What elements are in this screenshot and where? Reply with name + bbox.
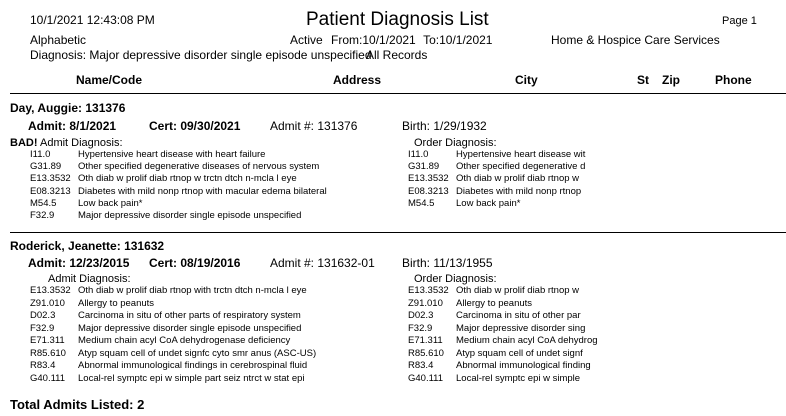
diagnosis-description: Hypertensive heart disease wit xyxy=(456,149,586,160)
diagnosis-description: Diabetes with mild nonp rtnop xyxy=(456,185,582,197)
diagnosis-code: M54.5 xyxy=(408,197,435,209)
to-date: 10/1/2021 xyxy=(439,33,493,47)
diagnosis-code: F32.9 xyxy=(408,322,433,334)
total-admits: Total Admits Listed: 2 xyxy=(10,397,145,412)
diagnosis-description: Allergy to peanuts xyxy=(78,297,155,309)
diagnosis-code: E08.3213 xyxy=(408,185,449,197)
bad-flag: BAD! xyxy=(10,137,38,149)
diagnosis-description: Atyp squam cell of undet signfc cyto smr anus (ASC-US) xyxy=(78,347,317,359)
diagnosis-row xyxy=(30,186,327,198)
diagnosis-row xyxy=(30,298,154,310)
birth-date: Birth: 11/13/1955 xyxy=(402,256,493,270)
col-address: Address xyxy=(333,73,382,87)
diagnosis-description: Allergy to peanuts xyxy=(456,297,533,309)
diagnosis-row xyxy=(408,285,579,297)
diagnosis-code: I11.0 xyxy=(408,149,429,160)
diagnosis-row xyxy=(408,161,585,173)
diagnosis-code: Z91.010 xyxy=(408,297,443,309)
diagnosis-row xyxy=(30,173,297,185)
diagnosis-description: Oth diab w prolif diab rtnop w xyxy=(456,173,580,185)
birth-date: Birth: 1/29/1932 xyxy=(402,119,487,133)
col-name-code: Name/Code xyxy=(76,73,143,87)
diagnosis-description: Low back pain* xyxy=(456,197,521,209)
report-title: Patient Diagnosis List xyxy=(306,9,489,30)
patient-name xyxy=(10,239,164,253)
patient-code: 131632 xyxy=(124,239,165,253)
diagnosis-row xyxy=(30,161,319,173)
diagnosis-row xyxy=(408,186,581,198)
diagnosis-filter: Diagnosis: Major depressive disorder single episode unspecified xyxy=(30,48,372,62)
diagnosis-description: Oth diab w prolif diab rtnop w trctn dtch n-mcla l eye xyxy=(78,173,297,185)
diagnosis-code: E13.3532 xyxy=(408,173,449,185)
sort-order: Alphabetic xyxy=(30,33,87,47)
diagnosis-row xyxy=(30,285,307,297)
status-filter: Active xyxy=(290,33,323,47)
to-label: To: xyxy=(423,33,440,47)
admit-number: Admit #: 131632-01 xyxy=(270,256,375,270)
diagnosis-description: Abnormal immunological findings in cerebrospinal fluid xyxy=(78,360,308,371)
diagnosis-description: Low back pain* xyxy=(78,197,143,209)
diagnosis-row xyxy=(408,310,581,322)
cert-date: Cert: 08/19/2016 xyxy=(149,256,241,270)
diagnosis-code: E13.3532 xyxy=(30,285,71,296)
order-diagnosis-label: Order Diagnosis: xyxy=(414,137,497,149)
diagnosis-description: Major depressive disorder single episode unspecified xyxy=(78,210,302,221)
diagnosis-description: Local-rel symptc epi w simple xyxy=(456,372,581,384)
diagnosis-code: E71.311 xyxy=(30,335,65,346)
diagnosis-code: D02.3 xyxy=(30,310,56,321)
diagnosis-row xyxy=(408,335,598,347)
col-phone: Phone xyxy=(715,73,752,87)
admit-diagnosis-label: Admit Diagnosis: xyxy=(48,273,131,285)
diagnosis-description: Carcinoma in situ of other parts of respiratory system xyxy=(78,310,301,321)
header-divider xyxy=(10,93,786,94)
col-city: City xyxy=(515,73,538,87)
admit-date: Admit: 8/1/2021 xyxy=(28,119,117,133)
agency-name: Home & Hospice Care Services xyxy=(551,33,720,47)
order-diagnosis-label: Order Diagnosis: xyxy=(414,273,497,285)
diagnosis-row xyxy=(408,173,579,185)
diagnosis-description: Medium chain acyl CoA dehydrogenase deficiency xyxy=(78,335,291,346)
diagnosis-row xyxy=(408,373,580,385)
diagnosis-row xyxy=(408,348,583,360)
diagnosis-code: G40.111 xyxy=(408,372,444,384)
diagnosis-description: Major depressive disorder sing xyxy=(456,322,586,334)
diagnosis-row xyxy=(408,323,585,335)
diagnosis-row xyxy=(408,198,520,210)
patient-name-text: Day, Auggie: xyxy=(10,101,83,115)
report-datetime: 10/1/2021 12:43:08 PM xyxy=(30,13,155,27)
diagnosis-code: D02.3 xyxy=(408,310,434,321)
diagnosis-row xyxy=(30,360,307,372)
patient-name-text: Roderick, Jeanette: xyxy=(10,239,121,253)
records-filter: All Records xyxy=(366,48,428,62)
cert-date: Cert: 09/30/2021 xyxy=(149,119,241,133)
diagnosis-row xyxy=(408,149,585,161)
diagnosis-description: Atyp squam cell of undet signf xyxy=(456,347,583,359)
diagnosis-code: R85.610 xyxy=(408,347,444,359)
diagnosis-description: Abnormal immunological finding xyxy=(456,360,591,371)
diagnosis-description: Local-rel symptc epi w simple part seiz ntrct w stat epi xyxy=(78,372,305,384)
diagnosis-code: E13.3532 xyxy=(408,285,449,296)
diagnosis-row xyxy=(30,323,301,335)
diagnosis-description: Other specified degenerative d xyxy=(456,161,586,173)
date-range xyxy=(331,33,492,47)
diagnosis-code: F32.9 xyxy=(30,322,55,334)
diagnosis-code: E71.311 xyxy=(408,335,443,346)
diagnosis-code: R85.610 xyxy=(30,347,66,359)
diagnosis-row xyxy=(30,149,265,161)
diagnosis-code: E13.3532 xyxy=(30,173,71,185)
admit-date: Admit: 12/23/2015 xyxy=(28,256,130,270)
diagnosis-description: Diabetes with mild nonp rtnop with macular edema bilateral xyxy=(78,185,327,197)
diagnosis-description: Hypertensive heart disease with heart failure xyxy=(78,149,266,160)
diagnosis-row xyxy=(30,210,301,222)
diagnosis-row xyxy=(30,348,316,360)
col-zip: Zip xyxy=(662,73,680,87)
patient-divider xyxy=(10,232,786,233)
diagnosis-code: G40.111 xyxy=(30,372,66,384)
from-date: 10/1/2021 xyxy=(362,33,416,47)
admit-diagnosis-label: Admit Diagnosis: xyxy=(40,137,123,149)
diagnosis-code: Z91.010 xyxy=(30,297,65,309)
diagnosis-row xyxy=(30,310,301,322)
diagnosis-row xyxy=(408,360,591,372)
diagnosis-row xyxy=(30,373,305,385)
page-number: Page 1 xyxy=(722,15,757,27)
patient-name xyxy=(10,101,125,115)
diagnosis-code: R83.4 xyxy=(408,360,434,371)
diagnosis-row xyxy=(30,335,290,347)
diagnosis-description: Medium chain acyl CoA dehydrog xyxy=(456,335,598,346)
patient-code: 131376 xyxy=(85,101,126,115)
diagnosis-description: Other specified degenerative diseases of nervous system xyxy=(78,161,320,173)
diagnosis-code: G31.89 xyxy=(30,161,62,173)
diagnosis-description: Carcinoma in situ of other par xyxy=(456,310,581,321)
diagnosis-description: Oth diab w prolif diab rtnop w xyxy=(456,285,580,296)
diagnosis-code: R83.4 xyxy=(30,360,56,371)
diagnosis-code: F32.9 xyxy=(30,210,55,221)
diagnosis-row xyxy=(408,298,532,310)
diagnosis-code: G31.89 xyxy=(408,161,440,173)
from-label: From: xyxy=(331,33,363,47)
diagnosis-code: E08.3213 xyxy=(30,185,71,197)
diagnosis-row xyxy=(30,198,142,210)
diagnosis-description: Major depressive disorder single episode unspecified xyxy=(78,322,302,334)
diagnosis-code: M54.5 xyxy=(30,197,57,209)
diagnosis-description: Oth diab w prolif diab rtnop with trctn dtch n-mcla l eye xyxy=(78,285,307,296)
admit-number: Admit #: 131376 xyxy=(270,119,358,133)
col-st: St xyxy=(637,73,649,87)
diagnosis-code: I11.0 xyxy=(30,149,51,160)
